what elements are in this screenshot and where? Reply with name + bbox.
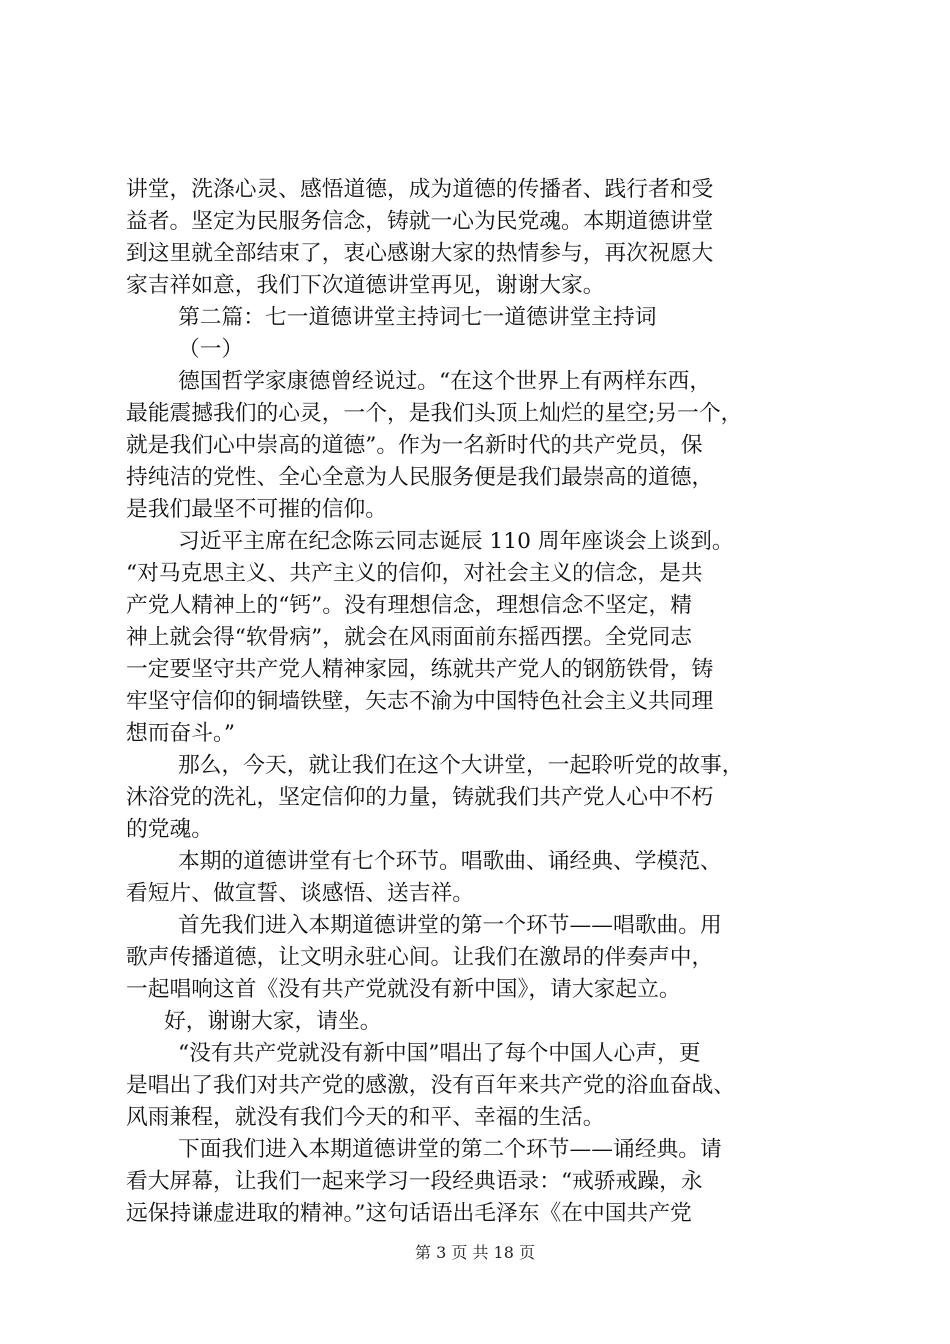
text-line: 益者。坚定为民服务信念，铸就一心为民党魂。本期道德讲堂 bbox=[126, 209, 714, 234]
text-line: 风雨兼程，就没有我们今天的和平、幸福的生活。 bbox=[126, 1105, 605, 1130]
text-line: 是我们最坚不可摧的信仰。 bbox=[126, 497, 387, 522]
text-line: 想而奋斗。” bbox=[126, 721, 235, 746]
text-line: 家吉祥如意，我们下次道德讲堂再见，谢谢大家。 bbox=[126, 273, 605, 298]
text-line: 持纯洁的党性、全心全意为人民服务便是我们最崇高的道德， bbox=[126, 465, 714, 490]
text-line: 一定要坚守共产党人精神家园，练就共产党人的钢筋铁骨，铸 bbox=[126, 657, 714, 682]
text-line: 到这里就全部结束了，衷心感谢大家的热情参与，再次祝愿大 bbox=[126, 241, 714, 266]
text-line: 牢坚守信仰的铜墙铁壁，矢志不渝为中国特色社会主义共同理 bbox=[126, 689, 714, 714]
text-line: 远保持谦虚进取的精神。”这句话语出毛泽东《在中国共产党 bbox=[126, 1201, 692, 1226]
text-line: 的党魂。 bbox=[126, 817, 213, 842]
text-line: （一） bbox=[178, 337, 244, 362]
text-line: 就是我们心中崇高的道德”。作为一名新时代的共产党员，保 bbox=[126, 433, 703, 458]
text-line: 首先我们进入本期道德讲堂的第一个环节——唱歌曲。用 bbox=[178, 913, 722, 938]
text-line: 那么，今天，就让我们在这个大讲堂，一起聆听党的故事， bbox=[178, 753, 744, 778]
text-line: 沐浴党的洗礼，坚定信仰的力量，铸就我们共产党人心中不朽 bbox=[126, 785, 714, 810]
text-line: 下面我们进入本期道德讲堂的第二个环节——诵经典。请 bbox=[178, 1137, 722, 1162]
text-line: “没有共产党就没有新中国”唱出了每个中国人心声，更 bbox=[178, 1041, 701, 1066]
text-line: 本期的道德讲堂有七个环节。唱歌曲、诵经典、学模范、 bbox=[178, 849, 722, 874]
text-line: 看短片、做宣誓、谈感悟、送吉祥。 bbox=[126, 881, 474, 906]
text-line: 最能震撼我们的心灵，一个，是我们头顶上灿烂的星空;另一个， bbox=[126, 401, 743, 426]
text-line: 习近平主席在纪念陈云同志诞辰 110 周年座谈会上谈到。 bbox=[178, 529, 734, 554]
text-line: 看大屏幕，让我们一起来学习一段经典语录：“戒骄戒躁，永 bbox=[126, 1169, 703, 1194]
page-footer: 第 3 页 共 18 页 bbox=[415, 1243, 535, 1262]
text-line: 歌声传播道德，让文明永驻心间。让我们在激昂的伴奏声中， bbox=[126, 945, 714, 970]
text-line: 神上就会得“软骨病”，就会在风雨面前东摇西摆。全党同志 bbox=[126, 625, 692, 650]
text-line: 是唱出了我们对共产党的感激，没有百年来共产党的浴血奋战、 bbox=[126, 1073, 735, 1098]
text-line: 德国哲学家康德曾经说过。“在这个世界上有两样东西， bbox=[178, 369, 712, 394]
text-line: 好，谢谢大家，请坐。 bbox=[164, 1009, 382, 1034]
section-heading: 第二篇：七一道德讲堂主持词七一道德讲堂主持词 bbox=[178, 305, 657, 330]
text-line: 讲堂，洗涤心灵、感悟道德，成为道德的传播者、践行者和受 bbox=[126, 177, 714, 202]
text-line: 产党人精神上的“钙”。没有理想信念，理想信念不坚定，精 bbox=[126, 593, 692, 618]
text-line: 一起唱响这首《没有共产党就没有新中国》，请大家起立。 bbox=[126, 977, 681, 1002]
text-line: “对马克思主义、共产主义的信仰，对社会主义的信念，是共 bbox=[126, 561, 703, 586]
